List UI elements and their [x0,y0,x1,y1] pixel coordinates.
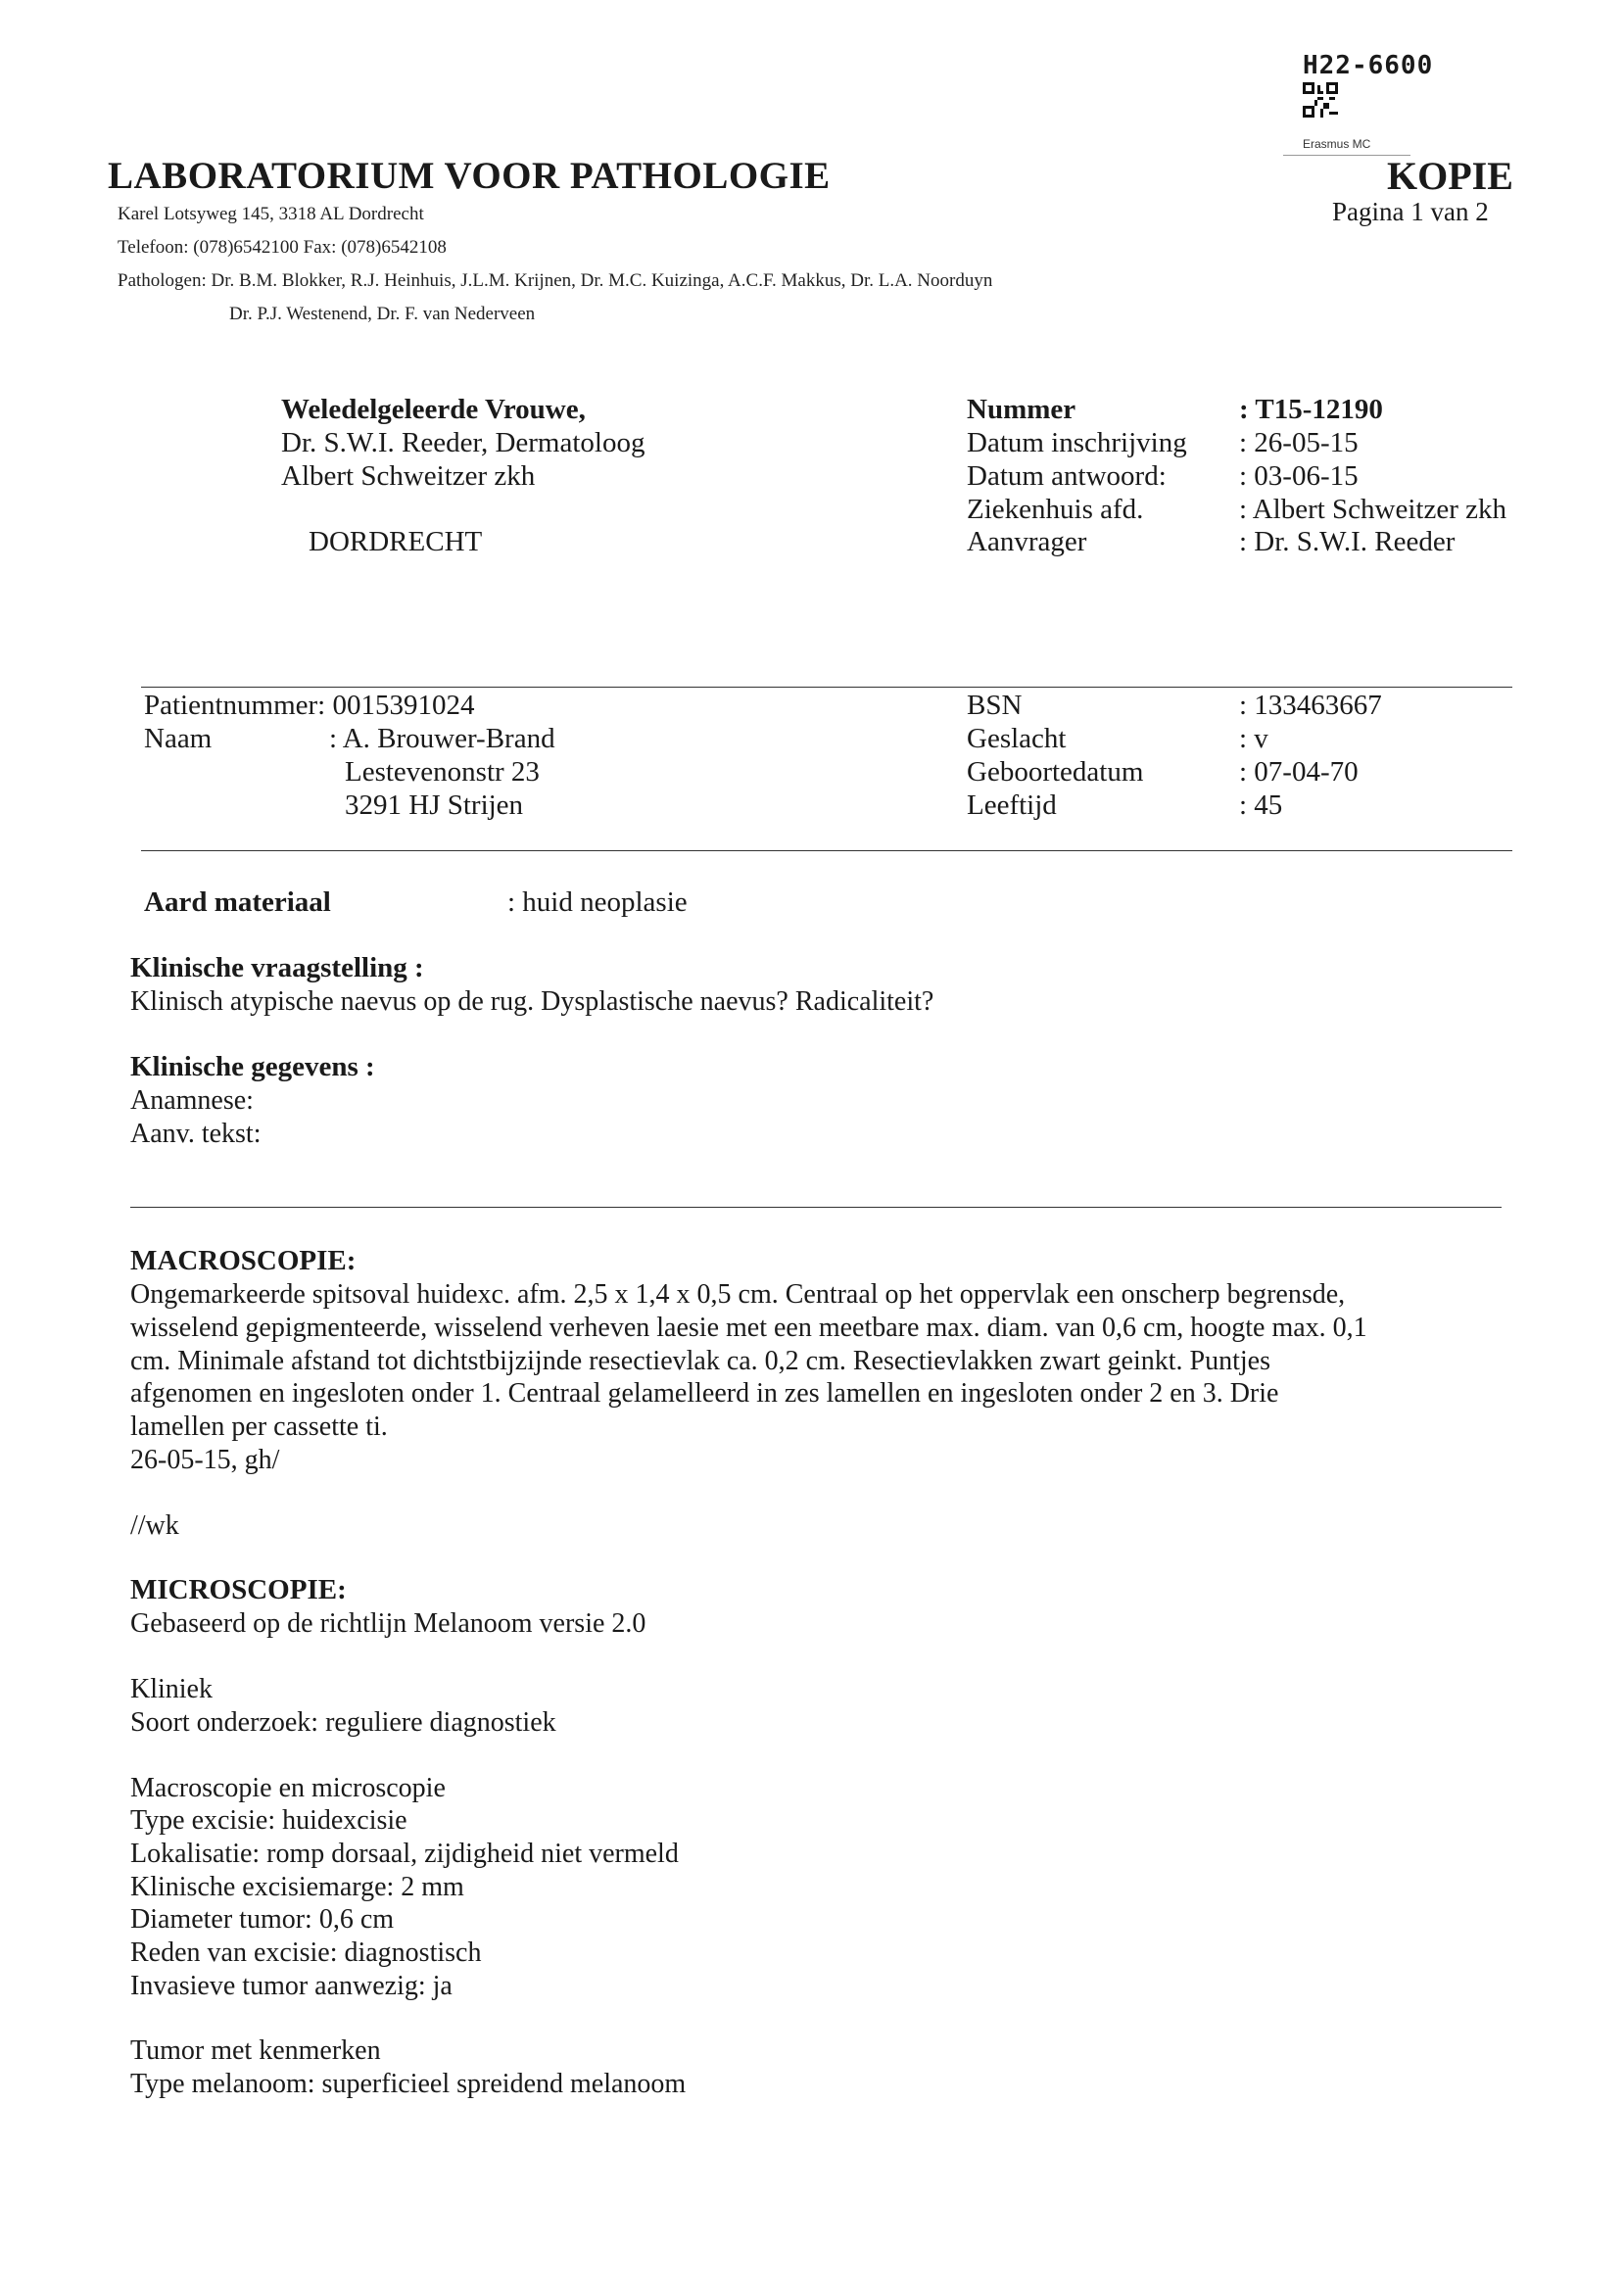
hospital-dept-value: : Albert Schweitzer zkh [1239,494,1506,525]
qr-code-icon [1303,82,1338,118]
requester-value: : Dr. S.W.I. Reeder [1239,526,1456,557]
age-label: Leeftijd [967,789,1057,821]
microscopy-kliniek: Kliniek [130,1674,213,1704]
microscopy-tumor-features: Tumor met kenmerken [130,2035,381,2066]
intake-date-value: : 26-05-15 [1239,427,1359,458]
microscopy-localisation: Lokalisatie: romp dorsaal, zijdigheid niet vermeld [130,1839,679,1869]
microscopy-margin: Klinische excisiemarge: 2 mm [130,1872,464,1902]
page-indicator: Pagina 1 van 2 [1332,197,1489,226]
requester-label: Aanvrager [967,526,1087,557]
lab-title: LABORATORIUM VOOR PATHOLOGIE [108,155,831,197]
microscopy-heading: MICROSCOPIE: [130,1574,347,1605]
age-value: : 45 [1239,789,1283,821]
birthdate-value: : 07-04-70 [1239,756,1359,788]
patient-name-label: Naam [144,723,213,754]
specimen-code: H22-6600 [1303,51,1434,80]
hospital-dept-label: Ziekenhuis afd. [967,494,1144,525]
patient-number: Patientnummer: 0015391024 [144,690,475,721]
stamp-organization: Erasmus MC [1303,137,1371,151]
lab-pathologists-line1: Pathologen: Dr. B.M. Blokker, R.J. Heinhuis, J.L.M. Krijnen, Dr. M.C. Kuizinga, A.C.F. Makkus, Dr. L.A. Noorduyn [118,270,993,291]
macroscopy-line: cm. Minimale afstand tot dichtstbijzijnde resectievlak ca. 0,2 cm. Resectievlakken zwart geinkt. Puntjes [130,1346,1270,1376]
microscopy-melanoma-type: Type melanoom: superficieel spreidend melanoom [130,2069,687,2099]
patient-street: Lestevenonstr 23 [345,756,540,788]
microscopy-invasive: Invasieve tumor aanwezig: ja [130,1971,453,2001]
macroscopy-heading: MACROSCOPIE: [130,1245,357,1276]
lab-address: Karel Lotsyweg 145, 3318 AL Dordrecht [118,204,424,224]
microscopy-examination-type: Soort onderzoek: reguliere diagnostiek [130,1707,556,1738]
macroscopy-line: Ongemarkeerde spitsoval huidexc. afm. 2,5 x 1,4 x 0,5 cm. Centraal op het oppervlak een onscherp begrensde, [130,1279,1346,1310]
clinical-question-heading: Klinische vraagstelling : [130,952,424,983]
macroscopy-initials: //wk [130,1510,179,1541]
microscopy-excision-type: Type excisie: huidexcisie [130,1805,407,1836]
macroscopy-line: afgenomen en ingesloten onder 1. Centraal gelamelleerd in zes lamellen en ingesloten onder 2 en 3. Drie [130,1378,1279,1409]
recipient-name: Dr. S.W.I. Reeder, Dermatoloog [281,427,645,458]
response-date-label: Datum antwoord: [967,460,1167,492]
recipient-salutation: Weledelgeleerde Vrouwe, [281,394,586,425]
birthdate-label: Geboortedatum [967,756,1144,788]
bsn-value: : 133463667 [1239,690,1382,721]
anamnese-label: Anamnese: [130,1085,254,1116]
clinical-data-heading: Klinische gegevens : [130,1051,375,1082]
gender-label: Geslacht [967,723,1067,754]
bsn-label: BSN [967,690,1023,721]
microscopy-diameter: Diameter tumor: 0,6 cm [130,1904,395,1935]
intake-date-label: Datum inschrijving [967,427,1187,458]
lab-phone: Telefoon: (078)6542100 Fax: (078)6542108 [118,237,447,258]
material-value: : huid neoplasie [507,886,688,918]
material-label: Aard materiaal [144,886,331,918]
patient-top-rule [141,687,1512,688]
lab-pathologists-line2: Dr. P.J. Westenend, Dr. F. van Nederveen [229,304,536,324]
recipient-hospital: Albert Schweitzer zkh [281,460,536,492]
patient-name-value: : A. Brouwer-Brand [329,723,555,754]
clinical-divider-rule [130,1207,1502,1208]
microscopy-reason: Reden van excisie: diagnostisch [130,1937,482,1968]
gender-value: : v [1239,723,1268,754]
macroscopy-line: lamellen per cassette ti. [130,1411,388,1442]
recipient-city: DORDRECHT [309,526,483,557]
microscopy-macro-micro: Macroscopie en microscopie [130,1773,446,1803]
patient-postal-city: 3291 HJ Strijen [345,789,524,821]
macroscopy-line: wisselend gepigmenteerde, wisselend verheven laesie met een meetbare max. diam. van 0,6 cm, hoogte max. 0,1 [130,1313,1367,1343]
macroscopy-date: 26-05-15, gh/ [130,1445,280,1475]
response-date-value: : 03-06-15 [1239,460,1359,492]
patient-bottom-rule [141,850,1512,851]
request-text-label: Aanv. tekst: [130,1119,262,1149]
clinical-question-text: Klinisch atypische naevus op de rug. Dysplastische naevus? Radicaliteit? [130,986,934,1017]
microscopy-guideline: Gebaseerd op de richtlijn Melanoom versie 2.0 [130,1608,646,1639]
report-number-label: Nummer [967,394,1076,425]
copy-label: KOPIE [1387,154,1513,198]
report-number-value: : T15-12190 [1239,394,1383,425]
